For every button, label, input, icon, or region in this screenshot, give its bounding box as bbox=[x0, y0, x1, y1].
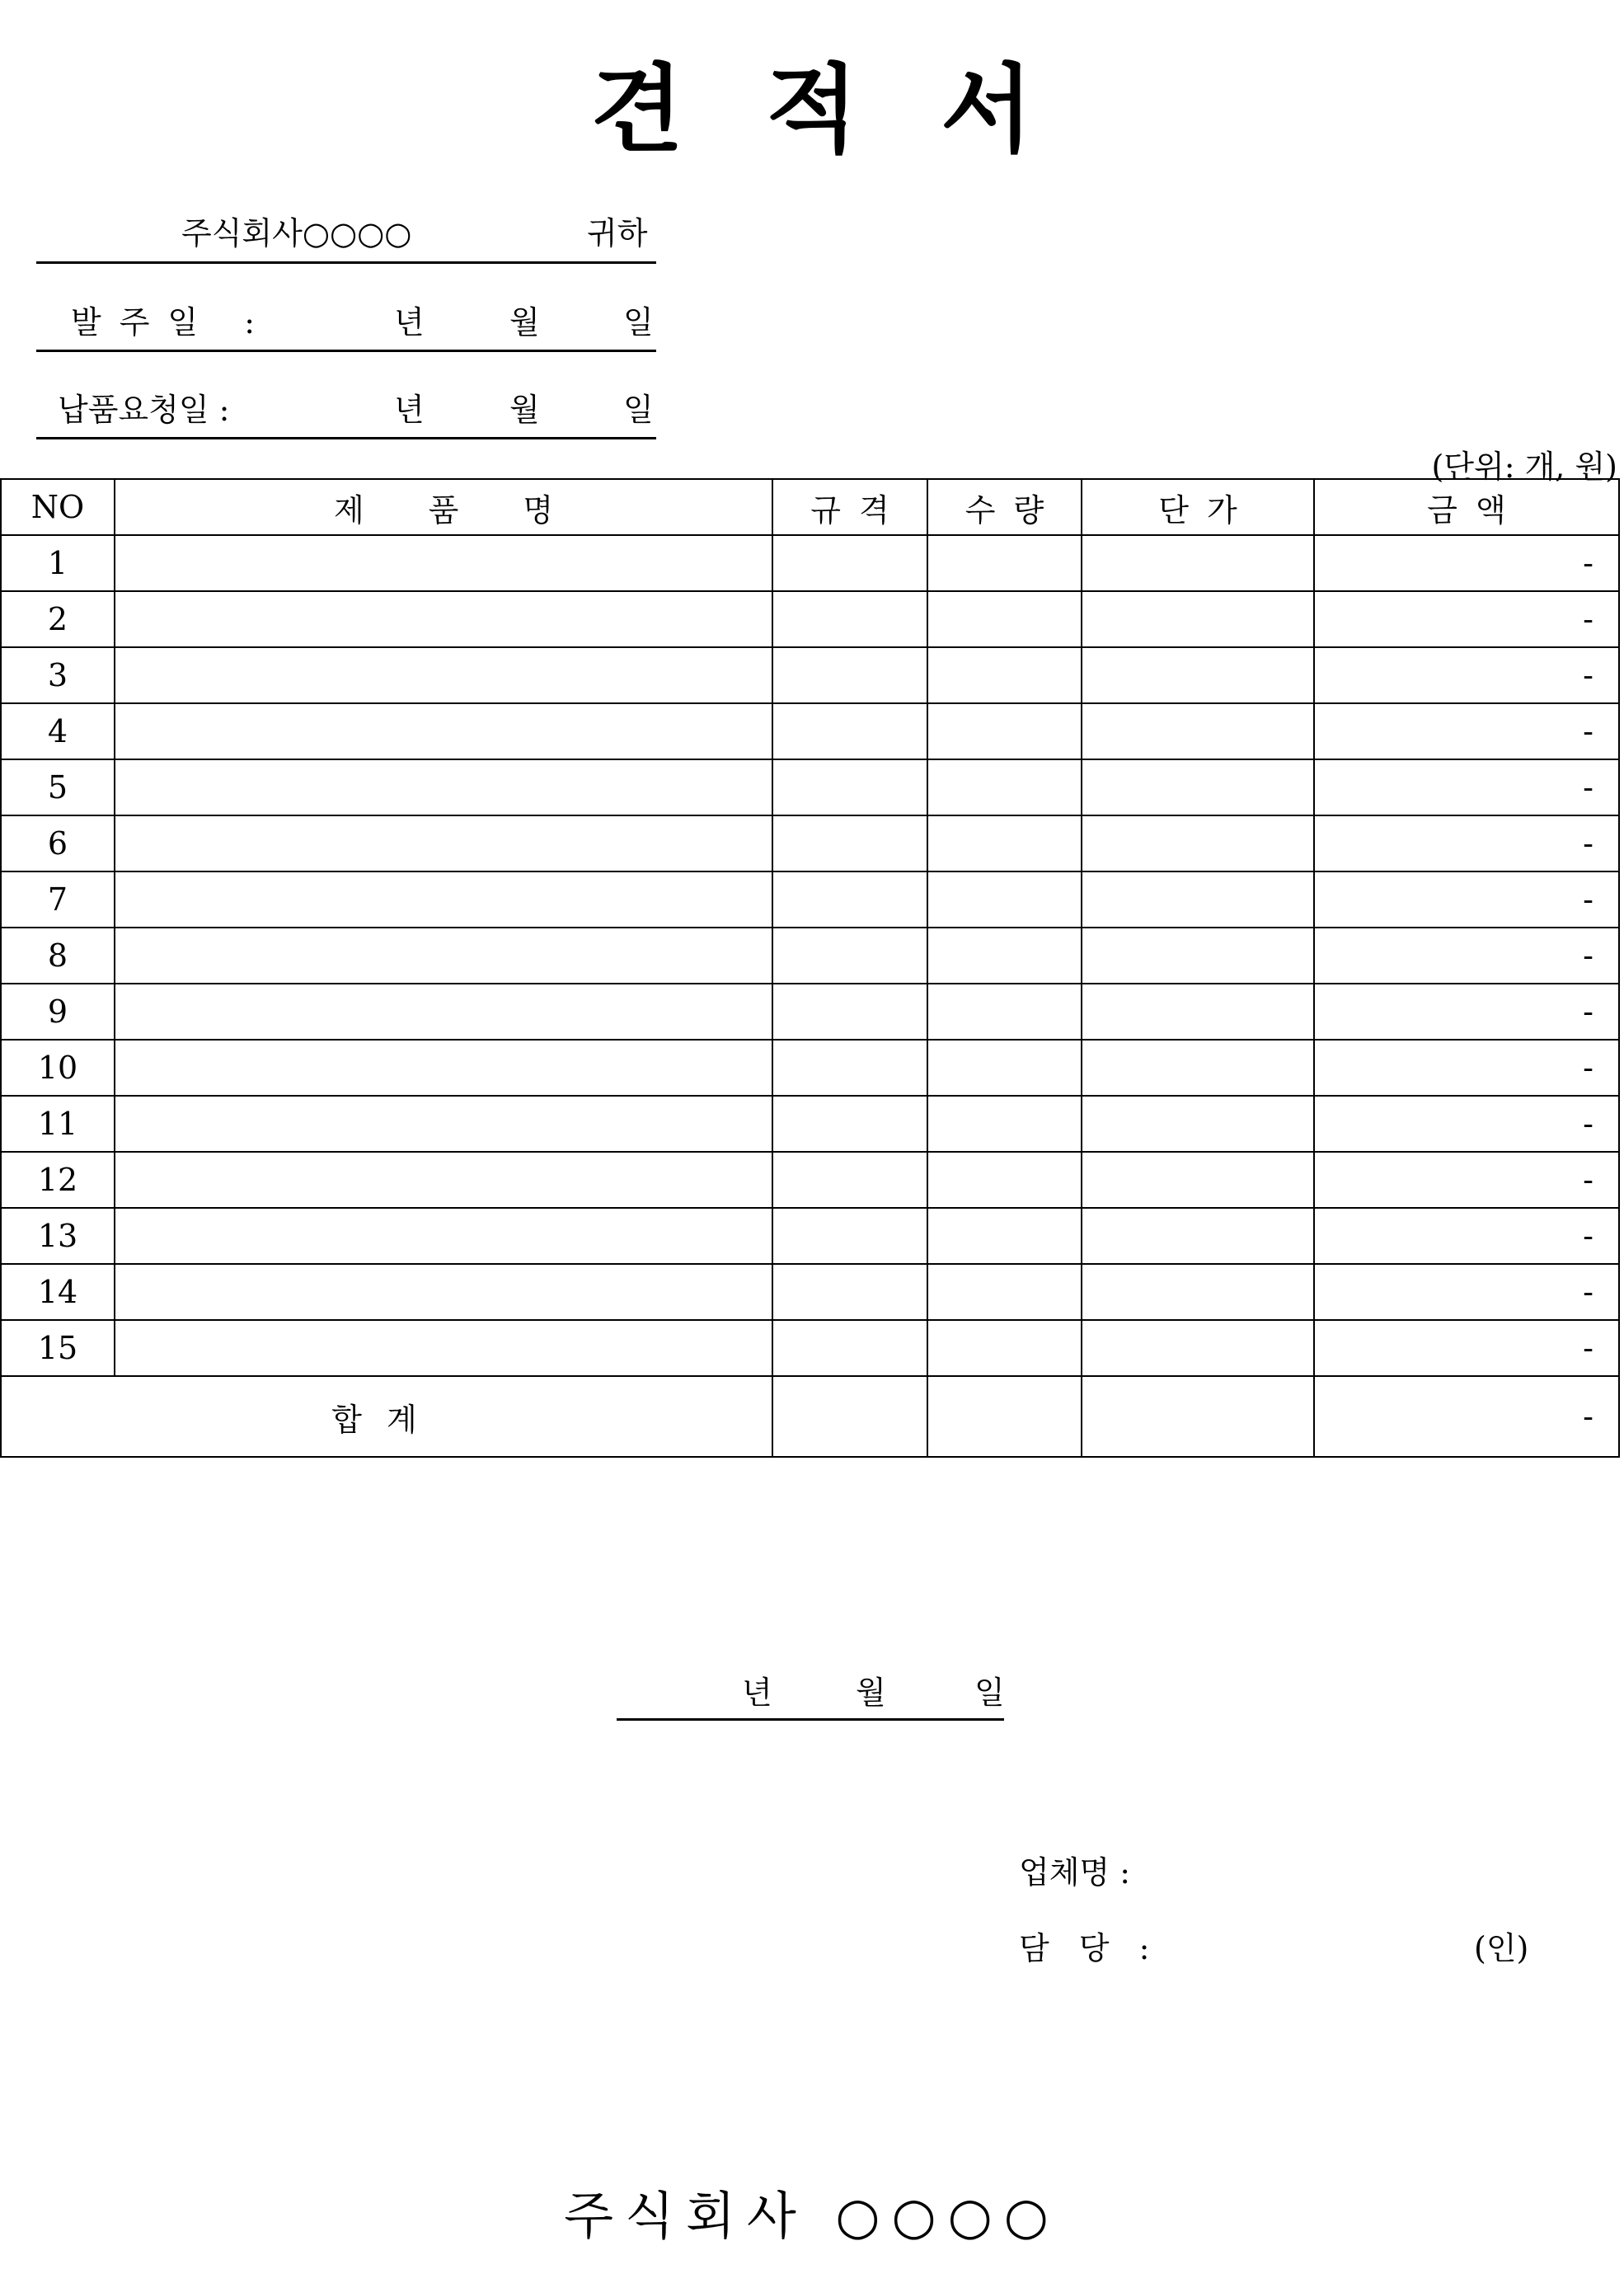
item-amount: - bbox=[1314, 871, 1619, 928]
header-unit-price: 단가 bbox=[1082, 479, 1314, 535]
item-quantity-cell[interactable] bbox=[927, 928, 1082, 984]
item-quantity-cell[interactable] bbox=[927, 871, 1082, 928]
header-amount: 금액 bbox=[1314, 479, 1619, 535]
issue-date-underline bbox=[617, 1718, 1004, 1721]
item-unit-price-cell[interactable] bbox=[1082, 1264, 1314, 1320]
item-spec-cell[interactable] bbox=[772, 1152, 927, 1208]
table-row bbox=[1, 647, 1619, 703]
header-product-name: 제품명 bbox=[115, 479, 772, 535]
delivery-date-year: 년 bbox=[394, 392, 425, 428]
item-product-name-cell[interactable] bbox=[115, 1096, 772, 1152]
item-spec-cell[interactable] bbox=[772, 1040, 927, 1096]
item-amount: - bbox=[1314, 1096, 1619, 1152]
item-unit-price-cell[interactable] bbox=[1082, 759, 1314, 815]
issue-date-month: 월 bbox=[856, 1675, 886, 1711]
item-spec-cell[interactable] bbox=[772, 984, 927, 1040]
item-no: 8 bbox=[1, 928, 115, 984]
item-no: 2 bbox=[1, 591, 115, 647]
table-row bbox=[1, 591, 1619, 647]
item-product-name-cell[interactable] bbox=[115, 984, 772, 1040]
item-product-name-cell[interactable] bbox=[115, 647, 772, 703]
recipient-underline bbox=[36, 261, 656, 264]
item-amount: - bbox=[1314, 591, 1619, 647]
item-no: 3 bbox=[1, 647, 115, 703]
table-row bbox=[1, 984, 1619, 1040]
item-unit-price-cell[interactable] bbox=[1082, 535, 1314, 591]
total-unit-price-cell[interactable] bbox=[1082, 1376, 1314, 1457]
item-product-name-cell[interactable] bbox=[115, 1152, 772, 1208]
items-table bbox=[0, 478, 1620, 1458]
manager-label: 담 당 : bbox=[1019, 1930, 1160, 1966]
table-row bbox=[1, 1096, 1619, 1152]
item-unit-price-cell[interactable] bbox=[1082, 1096, 1314, 1152]
item-no: 7 bbox=[1, 871, 115, 928]
item-quantity-cell[interactable] bbox=[927, 759, 1082, 815]
item-product-name-cell[interactable] bbox=[115, 591, 772, 647]
item-spec-cell[interactable] bbox=[772, 1208, 927, 1264]
order-date-month: 월 bbox=[509, 304, 540, 341]
item-product-name-cell[interactable] bbox=[115, 1040, 772, 1096]
item-unit-price-cell[interactable] bbox=[1082, 1152, 1314, 1208]
item-unit-price-cell[interactable] bbox=[1082, 1208, 1314, 1264]
footer-company-name: 주식회사 ○○○○ bbox=[564, 2186, 1060, 2246]
table-row bbox=[1, 703, 1619, 759]
item-product-name-cell[interactable] bbox=[115, 1208, 772, 1264]
table-row bbox=[1, 1040, 1619, 1096]
item-spec-cell[interactable] bbox=[772, 815, 927, 871]
delivery-date-day: 일 bbox=[623, 392, 654, 428]
issue-date-day: 일 bbox=[974, 1675, 1005, 1711]
item-no: 11 bbox=[1, 1096, 115, 1152]
header-no: NO bbox=[1, 479, 115, 535]
table-row bbox=[1, 928, 1619, 984]
item-no: 10 bbox=[1, 1040, 115, 1096]
recipient-company: 주식회사○○○○ bbox=[181, 215, 412, 251]
item-amount: - bbox=[1314, 1264, 1619, 1320]
table-row bbox=[1, 535, 1619, 591]
item-no: 4 bbox=[1, 703, 115, 759]
item-product-name-cell[interactable] bbox=[115, 759, 772, 815]
order-date-year: 년 bbox=[394, 304, 425, 341]
item-spec-cell[interactable] bbox=[772, 928, 927, 984]
item-quantity-cell[interactable] bbox=[927, 1264, 1082, 1320]
delivery-date-label: 납품요청일 : bbox=[58, 392, 230, 428]
issue-date-year: 년 bbox=[742, 1675, 772, 1711]
item-amount: - bbox=[1314, 759, 1619, 815]
item-spec-cell[interactable] bbox=[772, 1096, 927, 1152]
item-quantity-cell[interactable] bbox=[927, 1040, 1082, 1096]
item-quantity-cell[interactable] bbox=[927, 984, 1082, 1040]
item-quantity-cell[interactable] bbox=[927, 815, 1082, 871]
table-row bbox=[1, 1152, 1619, 1208]
item-quantity-cell[interactable] bbox=[927, 647, 1082, 703]
seal-mark: (인) bbox=[1474, 1930, 1529, 1966]
table-row bbox=[1, 1320, 1619, 1376]
total-label: 합계 bbox=[1, 1376, 772, 1457]
item-spec-cell[interactable] bbox=[772, 647, 927, 703]
document-title: 견적서 bbox=[590, 54, 1116, 166]
delivery-date-underline bbox=[36, 437, 656, 439]
item-product-name-cell[interactable] bbox=[115, 928, 772, 984]
order-date-label: 발주일 : bbox=[71, 304, 274, 341]
item-no: 9 bbox=[1, 984, 115, 1040]
table-row bbox=[1, 759, 1619, 815]
item-unit-price-cell[interactable] bbox=[1082, 815, 1314, 871]
item-quantity-cell[interactable] bbox=[927, 1096, 1082, 1152]
item-quantity-cell[interactable] bbox=[927, 703, 1082, 759]
item-spec-cell[interactable] bbox=[772, 1264, 927, 1320]
item-unit-price-cell[interactable] bbox=[1082, 1040, 1314, 1096]
order-date-day: 일 bbox=[623, 304, 654, 341]
item-amount: - bbox=[1314, 984, 1619, 1040]
recipient-suffix: 귀하 bbox=[587, 215, 648, 251]
total-row bbox=[1, 1376, 1619, 1457]
header-spec: 규격 bbox=[772, 479, 927, 535]
item-spec-cell[interactable] bbox=[772, 871, 927, 928]
item-quantity-cell[interactable] bbox=[927, 535, 1082, 591]
item-no: 15 bbox=[1, 1320, 115, 1376]
item-amount: - bbox=[1314, 1208, 1619, 1264]
item-product-name-cell[interactable] bbox=[115, 815, 772, 871]
item-spec-cell[interactable] bbox=[772, 703, 927, 759]
item-no: 5 bbox=[1, 759, 115, 815]
item-unit-price-cell[interactable] bbox=[1082, 871, 1314, 928]
item-product-name-cell[interactable] bbox=[115, 1264, 772, 1320]
unit-note: (단위: 개, 원) bbox=[1431, 449, 1617, 485]
table-row bbox=[1, 871, 1619, 928]
item-spec-cell[interactable] bbox=[772, 1320, 927, 1376]
item-amount: - bbox=[1314, 1320, 1619, 1376]
delivery-date-month: 월 bbox=[509, 392, 540, 428]
item-amount: - bbox=[1314, 1152, 1619, 1208]
table-row bbox=[1, 815, 1619, 871]
item-unit-price-cell[interactable] bbox=[1082, 703, 1314, 759]
item-quantity-cell[interactable] bbox=[927, 591, 1082, 647]
item-product-name-cell[interactable] bbox=[115, 1320, 772, 1376]
total-quantity-cell[interactable] bbox=[927, 1376, 1082, 1457]
item-no: 1 bbox=[1, 535, 115, 591]
table-row bbox=[1, 1264, 1619, 1320]
item-unit-price-cell[interactable] bbox=[1082, 984, 1314, 1040]
item-unit-price-cell[interactable] bbox=[1082, 928, 1314, 984]
item-amount: - bbox=[1314, 928, 1619, 984]
vendor-name-label: 업체명 : bbox=[1019, 1854, 1131, 1891]
item-no: 12 bbox=[1, 1152, 115, 1208]
item-unit-price-cell[interactable] bbox=[1082, 647, 1314, 703]
table-row bbox=[1, 1208, 1619, 1264]
table-header-row bbox=[1, 479, 1619, 535]
header-quantity: 수량 bbox=[927, 479, 1082, 535]
item-unit-price-cell[interactable] bbox=[1082, 1320, 1314, 1376]
item-spec-cell[interactable] bbox=[772, 591, 927, 647]
item-product-name-cell[interactable] bbox=[115, 703, 772, 759]
item-quantity-cell[interactable] bbox=[927, 1320, 1082, 1376]
item-spec-cell[interactable] bbox=[772, 535, 927, 591]
item-quantity-cell[interactable] bbox=[927, 1208, 1082, 1264]
item-amount: - bbox=[1314, 703, 1619, 759]
item-quantity-cell[interactable] bbox=[927, 1152, 1082, 1208]
item-no: 13 bbox=[1, 1208, 115, 1264]
item-amount: - bbox=[1314, 535, 1619, 591]
item-product-name-cell[interactable] bbox=[115, 871, 772, 928]
item-unit-price-cell[interactable] bbox=[1082, 591, 1314, 647]
order-date-underline bbox=[36, 350, 656, 352]
item-no: 6 bbox=[1, 815, 115, 871]
item-amount: - bbox=[1314, 1040, 1619, 1096]
item-amount: - bbox=[1314, 815, 1619, 871]
item-spec-cell[interactable] bbox=[772, 759, 927, 815]
total-spec-cell[interactable] bbox=[772, 1376, 927, 1457]
total-amount: - bbox=[1314, 1376, 1619, 1457]
item-amount: - bbox=[1314, 647, 1619, 703]
item-no: 14 bbox=[1, 1264, 115, 1320]
item-product-name-cell[interactable] bbox=[115, 535, 772, 591]
